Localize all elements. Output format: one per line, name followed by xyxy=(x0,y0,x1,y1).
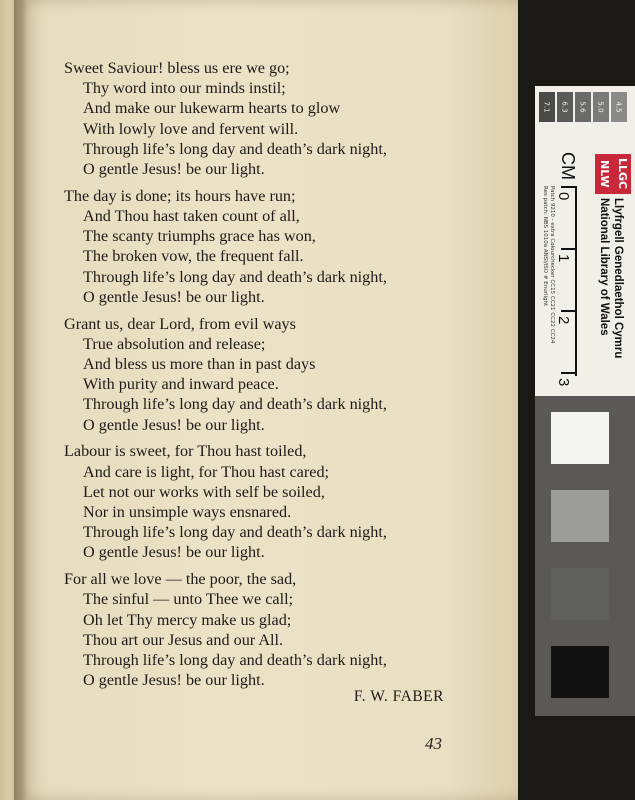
color-swatch xyxy=(551,490,609,542)
library-name xyxy=(597,198,625,358)
verse-line: Thou art our Jesus and our All. xyxy=(83,630,284,649)
library-name-english: National Library of Wales xyxy=(598,198,610,336)
card-header xyxy=(535,86,635,396)
cm-label: CM xyxy=(558,152,578,180)
verse-line: Thy word into our minds instil; xyxy=(83,79,286,98)
gray-step-scale xyxy=(539,92,631,126)
verse-line: Through life’s long day and death’s dark night, xyxy=(83,523,387,542)
verse-line: With lowly love and fervent will. xyxy=(83,119,299,138)
library-logo xyxy=(595,154,631,194)
verse-line: With purity and inward peace. xyxy=(83,375,279,394)
stanza xyxy=(64,569,464,690)
patch-line-1: Patch 9210 - extra Colourchecker CC15 CC21 CC22 CC24 xyxy=(549,186,555,344)
ruler-line xyxy=(575,186,577,376)
patch-line-2: Res patch: NBS 1010a ANSI/ISO # Enurlight xyxy=(542,186,548,307)
hymn-attribution: F. W. FABER xyxy=(353,688,444,705)
binding-shadow xyxy=(14,0,28,800)
ruler-tick xyxy=(561,248,577,250)
gray-step-label: 5.0 xyxy=(596,101,605,113)
page-number: 43 xyxy=(425,734,442,753)
color-swatch xyxy=(551,646,609,698)
verse-line: The day is done; its hours have run; xyxy=(64,186,296,205)
verse-line: And Thou hast taken count of all, xyxy=(83,207,300,226)
verse-line: Through life’s long day and death’s dark night, xyxy=(83,139,387,158)
verse-line: O gentle Jesus! be our light. xyxy=(83,543,265,562)
verse-line: Sweet Saviour! bless us ere we go; xyxy=(64,59,290,77)
ruler-number: 1 xyxy=(555,254,572,263)
ruler-tick xyxy=(561,186,577,188)
verse-line: O gentle Jesus! be our light. xyxy=(83,160,265,179)
cm-ruler xyxy=(553,186,583,387)
verse-line: O gentle Jesus! be our light. xyxy=(83,671,265,690)
verse-line: The sinful — unto Thee we call; xyxy=(83,590,294,609)
stanza xyxy=(64,314,464,435)
color-calibration-card xyxy=(535,86,635,716)
color-swatch xyxy=(551,568,609,620)
verse-line: Grant us, dear Lord, from evil ways xyxy=(64,314,296,333)
verse-line: Nor in unsimple ways ensnared. xyxy=(83,503,292,522)
logo-line-2: NLW xyxy=(598,160,611,188)
verse-line: Let not our works with self be soiled, xyxy=(83,482,325,501)
verse-line: And make our lukewarm hearts to glow xyxy=(83,99,341,118)
stanza xyxy=(64,58,464,179)
gray-step-label: 6.3 xyxy=(560,101,569,113)
gray-step-label: 7.1 xyxy=(542,101,551,113)
hymn-text xyxy=(64,58,464,697)
verse-line: For all we love — the poor, the sad, xyxy=(64,570,297,589)
gray-step-label: 5.6 xyxy=(578,101,587,113)
verse-line: The broken vow, the frequent fall. xyxy=(83,247,304,266)
gray-step xyxy=(611,92,627,122)
verse-line: True absolution and release; xyxy=(83,334,266,353)
ruler-tick xyxy=(561,310,577,312)
stanza xyxy=(64,441,464,562)
verse-line: Through life’s long day and death’s dark night, xyxy=(83,267,387,286)
ruler-tick xyxy=(561,372,577,374)
verse-line: Through life’s long day and death’s dark night, xyxy=(83,651,387,670)
color-swatch xyxy=(551,412,609,464)
library-name-welsh: Llyfrgell Genedlaethol Cymru xyxy=(612,198,624,359)
verse-line: Oh let Thy mercy make us glad; xyxy=(83,610,292,629)
verse-line: O gentle Jesus! be our light. xyxy=(83,415,265,434)
verse-line: Labour is sweet, for Thou hast toiled, xyxy=(64,442,307,461)
ruler-number: 2 xyxy=(555,316,572,325)
stanza xyxy=(64,186,464,307)
ruler-number: 3 xyxy=(555,378,572,387)
verse-line: And bless us more than in past days xyxy=(83,355,316,374)
verse-line: O gentle Jesus! be our light. xyxy=(83,287,265,306)
patch-info xyxy=(541,186,555,343)
logo-line-1: LLGC xyxy=(616,158,629,190)
ruler-number: 0 xyxy=(555,192,572,201)
verse-line: The scanty triumphs grace has won, xyxy=(83,227,316,246)
gray-step-label: 4.5 xyxy=(614,101,623,113)
verse-line: And care is light, for Thou hast cared; xyxy=(83,462,330,481)
verse-line: Through life’s long day and death’s dark night, xyxy=(83,395,387,414)
